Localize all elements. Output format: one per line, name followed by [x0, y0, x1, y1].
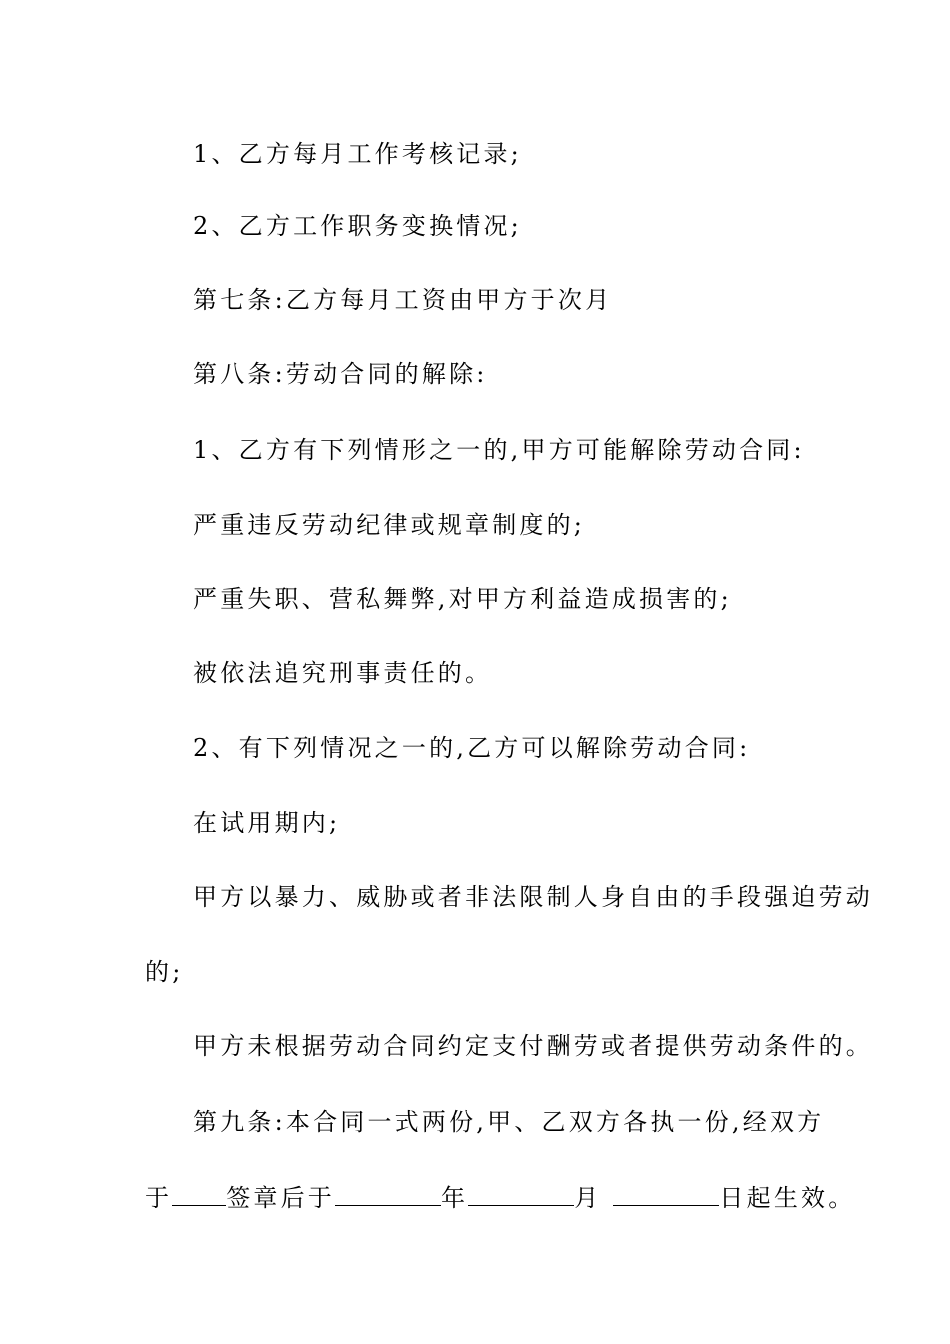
day-blank[interactable] — [613, 1181, 719, 1206]
text-segment: 月 — [574, 1184, 602, 1212]
text-segment: 年 — [441, 1184, 469, 1212]
paragraph-line: 的; — [145, 958, 184, 986]
paragraph-line: 第九条:本合同一式两份,甲、乙双方各执一份,经双方 — [193, 1108, 825, 1136]
paragraph-line: 严重违反劳动纪律或规章制度的; — [193, 511, 586, 539]
paragraph-line: 被依法追究刑事责任的。 — [193, 659, 493, 687]
paragraph-line: 1、乙方每月工作考核记录; — [193, 140, 522, 168]
text-segment: 日起生效。 — [719, 1184, 856, 1212]
paragraph-line: 第八条:劳动合同的解除: — [193, 360, 488, 388]
text-segment: 签章后于 — [226, 1184, 336, 1212]
month-blank[interactable] — [468, 1181, 574, 1206]
paragraph-line: 甲方未根据劳动合同约定支付酬劳或者提供劳动条件的。 — [193, 1032, 873, 1060]
paragraph-line: 甲方以暴力、威胁或者非法限制人身自由的手段强迫劳动 — [193, 883, 873, 911]
paragraph-line: 严重失职、营私舞弊,对甲方利益造成损害的; — [193, 585, 732, 613]
effective-date-line — [145, 1181, 855, 1214]
paragraph-line: 在试用期内; — [193, 809, 341, 837]
paragraph-line: 第七条:乙方每月工资由甲方于次月 — [193, 286, 613, 314]
paragraph-line: 2、有下列情况之一的,乙方可以解除劳动合同: — [193, 734, 751, 762]
paragraph-line: 2、乙方工作职务变换情况; — [193, 212, 522, 240]
text-segment: 于 — [145, 1184, 173, 1212]
year-blank[interactable] — [335, 1181, 441, 1206]
paragraph-line: 1、乙方有下列情形之一的,甲方可能解除劳动合同: — [193, 436, 805, 464]
signing-blank[interactable] — [172, 1181, 226, 1206]
